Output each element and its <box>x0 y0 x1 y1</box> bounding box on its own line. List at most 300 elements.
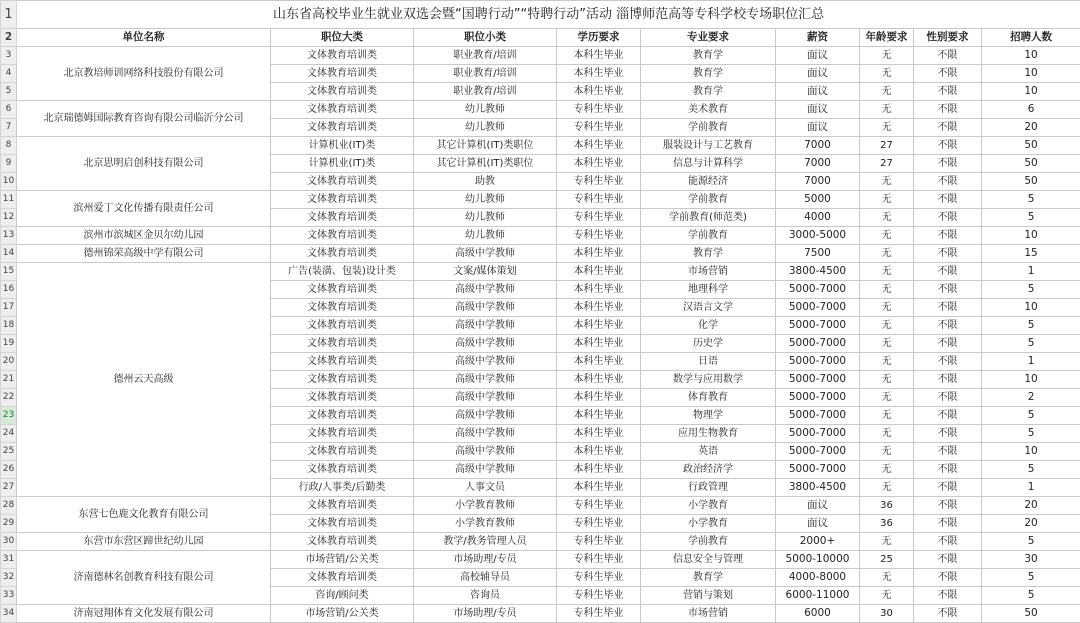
cell[interactable]: 汉语言文学 <box>641 299 776 317</box>
cell[interactable]: 应用生物教育 <box>641 425 776 443</box>
row-number-selected[interactable]: 23 <box>1 407 17 425</box>
row-number[interactable]: 25 <box>1 443 17 461</box>
cell[interactable]: 面议 <box>776 101 860 119</box>
cell[interactable]: 面议 <box>776 119 860 137</box>
header-unit-name[interactable]: 单位名称 <box>17 29 271 47</box>
header-job-subcategory[interactable]: 职位小类 <box>414 29 557 47</box>
cell[interactable]: 高校辅导员 <box>414 569 557 587</box>
header-salary[interactable]: 薪资 <box>776 29 860 47</box>
cell[interactable]: 不限 <box>914 515 982 533</box>
cell[interactable]: 美术教育 <box>641 101 776 119</box>
cell[interactable]: 文案/媒体策划 <box>414 263 557 281</box>
cell[interactable]: 文体教育培训类 <box>271 119 414 137</box>
unit-name-cell[interactable]: 滨州爱丁文化传播有限责任公司 <box>17 191 271 227</box>
cell[interactable]: 不限 <box>914 587 982 605</box>
cell[interactable]: 高级中学教师 <box>414 425 557 443</box>
cell[interactable]: 5 <box>982 587 1080 605</box>
cell[interactable]: 不限 <box>914 407 982 425</box>
unit-name-cell[interactable]: 北京瑞德姆国际教育咨询有限公司临沂分公司 <box>17 101 271 137</box>
cell[interactable]: 行政/人事类/后勤类 <box>271 479 414 497</box>
cell[interactable]: 本科生毕业 <box>557 263 641 281</box>
cell[interactable]: 专科生毕业 <box>557 119 641 137</box>
cell[interactable]: 高级中学教师 <box>414 407 557 425</box>
cell[interactable]: 服装设计与工艺教育 <box>641 137 776 155</box>
cell[interactable]: 文体教育培训类 <box>271 47 414 65</box>
cell[interactable]: 5 <box>982 335 1080 353</box>
cell[interactable]: 本科生毕业 <box>557 137 641 155</box>
cell[interactable]: 不限 <box>914 263 982 281</box>
cell[interactable]: 27 <box>860 155 914 173</box>
cell[interactable]: 文体教育培训类 <box>271 191 414 209</box>
cell[interactable]: 不限 <box>914 137 982 155</box>
cell[interactable]: 无 <box>860 83 914 101</box>
cell[interactable]: 面议 <box>776 65 860 83</box>
row-number[interactable]: 1 <box>1 1 17 29</box>
cell[interactable]: 小学教育 <box>641 497 776 515</box>
cell[interactable]: 7000 <box>776 173 860 191</box>
row-number[interactable]: 19 <box>1 335 17 353</box>
cell[interactable]: 文体教育培训类 <box>271 533 414 551</box>
row-number[interactable]: 9 <box>1 155 17 173</box>
cell[interactable]: 50 <box>982 137 1080 155</box>
cell[interactable]: 不限 <box>914 425 982 443</box>
unit-name-cell[interactable]: 济南德林名创教育科技有限公司 <box>17 551 271 605</box>
cell[interactable]: 6000 <box>776 605 860 623</box>
cell[interactable]: 7000 <box>776 137 860 155</box>
cell[interactable]: 5 <box>982 281 1080 299</box>
cell[interactable]: 不限 <box>914 551 982 569</box>
cell[interactable]: 文体教育培训类 <box>271 497 414 515</box>
cell[interactable]: 不限 <box>914 533 982 551</box>
cell[interactable]: 文体教育培训类 <box>271 335 414 353</box>
cell[interactable]: 不限 <box>914 47 982 65</box>
cell[interactable]: 5000-7000 <box>776 281 860 299</box>
row-number[interactable]: 16 <box>1 281 17 299</box>
row-number[interactable]: 21 <box>1 371 17 389</box>
cell[interactable]: 市场营销/公关类 <box>271 605 414 623</box>
cell[interactable]: 学前教育 <box>641 533 776 551</box>
cell[interactable]: 10 <box>982 299 1080 317</box>
cell[interactable]: 小学教育教师 <box>414 515 557 533</box>
cell[interactable]: 5 <box>982 425 1080 443</box>
cell[interactable]: 无 <box>860 245 914 263</box>
cell[interactable]: 50 <box>982 173 1080 191</box>
cell[interactable]: 学前教育 <box>641 119 776 137</box>
cell[interactable]: 人事文员 <box>414 479 557 497</box>
cell[interactable]: 无 <box>860 461 914 479</box>
cell[interactable]: 专科生毕业 <box>557 533 641 551</box>
cell[interactable]: 无 <box>860 569 914 587</box>
cell[interactable]: 本科生毕业 <box>557 335 641 353</box>
cell[interactable]: 20 <box>982 497 1080 515</box>
header-gender[interactable]: 性别要求 <box>914 29 982 47</box>
row-number[interactable]: 22 <box>1 389 17 407</box>
cell[interactable]: 5 <box>982 407 1080 425</box>
cell[interactable]: 5000-7000 <box>776 407 860 425</box>
cell[interactable]: 市场助理/专员 <box>414 551 557 569</box>
cell[interactable]: 5000-7000 <box>776 335 860 353</box>
cell[interactable]: 5000 <box>776 191 860 209</box>
cell[interactable]: 5 <box>982 191 1080 209</box>
row-number[interactable]: 28 <box>1 497 17 515</box>
cell[interactable]: 不限 <box>914 497 982 515</box>
cell[interactable]: 无 <box>860 173 914 191</box>
row-number[interactable]: 10 <box>1 173 17 191</box>
cell[interactable]: 5000-7000 <box>776 317 860 335</box>
cell[interactable]: 文体教育培训类 <box>271 389 414 407</box>
cell[interactable]: 信息与计算科学 <box>641 155 776 173</box>
cell[interactable]: 市场助理/专员 <box>414 605 557 623</box>
unit-name-cell[interactable]: 德州锦荣高级中学有限公司 <box>17 245 271 263</box>
cell[interactable]: 文体教育培训类 <box>271 281 414 299</box>
cell[interactable]: 本科生毕业 <box>557 245 641 263</box>
cell[interactable]: 5 <box>982 461 1080 479</box>
cell[interactable]: 不限 <box>914 191 982 209</box>
cell[interactable]: 学前教育 <box>641 227 776 245</box>
row-number[interactable]: 34 <box>1 605 17 623</box>
cell[interactable]: 50 <box>982 605 1080 623</box>
row-number[interactable]: 18 <box>1 317 17 335</box>
cell[interactable]: 不限 <box>914 317 982 335</box>
unit-name-cell[interactable]: 东营七色鹿文化教育有限公司 <box>17 497 271 533</box>
row-number[interactable]: 26 <box>1 461 17 479</box>
cell[interactable]: 不限 <box>914 479 982 497</box>
cell[interactable]: 不限 <box>914 605 982 623</box>
cell[interactable]: 5000-7000 <box>776 389 860 407</box>
row-number[interactable]: 11 <box>1 191 17 209</box>
cell[interactable]: 不限 <box>914 299 982 317</box>
header-major[interactable]: 专业要求 <box>641 29 776 47</box>
row-number[interactable]: 6 <box>1 101 17 119</box>
cell[interactable]: 文体教育培训类 <box>271 353 414 371</box>
cell[interactable]: 教育学 <box>641 47 776 65</box>
unit-name-cell[interactable]: 北京思明启创科技有限公司 <box>17 137 271 191</box>
row-number[interactable]: 3 <box>1 47 17 65</box>
cell[interactable]: 营销与策划 <box>641 587 776 605</box>
cell[interactable]: 咨询/顾问类 <box>271 587 414 605</box>
row-number[interactable]: 27 <box>1 479 17 497</box>
cell[interactable]: 不限 <box>914 245 982 263</box>
cell[interactable]: 幼儿教师 <box>414 101 557 119</box>
header-job-category[interactable]: 职位大类 <box>271 29 414 47</box>
cell[interactable]: 信息安全与管理 <box>641 551 776 569</box>
cell[interactable]: 无 <box>860 479 914 497</box>
cell[interactable]: 文体教育培训类 <box>271 227 414 245</box>
cell[interactable]: 5 <box>982 533 1080 551</box>
cell[interactable]: 文体教育培训类 <box>271 569 414 587</box>
cell[interactable]: 高级中学教师 <box>414 245 557 263</box>
cell[interactable]: 不限 <box>914 569 982 587</box>
cell[interactable]: 计算机业(IT)类 <box>271 137 414 155</box>
cell[interactable]: 无 <box>860 533 914 551</box>
cell[interactable]: 化学 <box>641 317 776 335</box>
cell[interactable]: 幼儿教师 <box>414 227 557 245</box>
row-number[interactable]: 13 <box>1 227 17 245</box>
cell[interactable]: 文体教育培训类 <box>271 407 414 425</box>
cell[interactable]: 20 <box>982 515 1080 533</box>
cell[interactable]: 无 <box>860 227 914 245</box>
cell[interactable]: 25 <box>860 551 914 569</box>
cell[interactable]: 5000-7000 <box>776 461 860 479</box>
cell[interactable]: 不限 <box>914 119 982 137</box>
cell[interactable]: 专科生毕业 <box>557 551 641 569</box>
cell[interactable]: 教育学 <box>641 245 776 263</box>
cell[interactable]: 5000-7000 <box>776 371 860 389</box>
cell[interactable]: 职业教育/培训 <box>414 47 557 65</box>
cell[interactable]: 10 <box>982 65 1080 83</box>
cell[interactable]: 专科生毕业 <box>557 191 641 209</box>
cell[interactable]: 专科生毕业 <box>557 227 641 245</box>
row-number[interactable]: 8 <box>1 137 17 155</box>
cell[interactable]: 5000-7000 <box>776 425 860 443</box>
cell[interactable]: 无 <box>860 191 914 209</box>
cell[interactable]: 50 <box>982 155 1080 173</box>
cell[interactable]: 体育教育 <box>641 389 776 407</box>
cell[interactable]: 2000+ <box>776 533 860 551</box>
header-headcount[interactable]: 招聘人数 <box>982 29 1080 47</box>
cell[interactable]: 无 <box>860 443 914 461</box>
cell[interactable]: 文体教育培训类 <box>271 299 414 317</box>
cell[interactable]: 7000 <box>776 155 860 173</box>
row-number[interactable]: 32 <box>1 569 17 587</box>
cell[interactable]: 计算机业(IT)类 <box>271 155 414 173</box>
cell[interactable]: 6000-11000 <box>776 587 860 605</box>
cell[interactable]: 5000-7000 <box>776 443 860 461</box>
cell[interactable]: 本科生毕业 <box>557 353 641 371</box>
unit-name-cell[interactable]: 北京教培师训网络科技股份有限公司 <box>17 47 271 101</box>
cell[interactable]: 地理科学 <box>641 281 776 299</box>
cell[interactable]: 文体教育培训类 <box>271 461 414 479</box>
cell[interactable]: 本科生毕业 <box>557 317 641 335</box>
cell[interactable]: 文体教育培训类 <box>271 173 414 191</box>
cell[interactable]: 不限 <box>914 371 982 389</box>
cell[interactable]: 10 <box>982 83 1080 101</box>
cell[interactable]: 不限 <box>914 209 982 227</box>
cell[interactable]: 专科生毕业 <box>557 515 641 533</box>
row-number[interactable]: 14 <box>1 245 17 263</box>
cell[interactable]: 高级中学教师 <box>414 389 557 407</box>
cell[interactable]: 面议 <box>776 83 860 101</box>
cell[interactable]: 2 <box>982 389 1080 407</box>
cell[interactable]: 能源经济 <box>641 173 776 191</box>
row-number[interactable]: 20 <box>1 353 17 371</box>
cell[interactable]: 6 <box>982 101 1080 119</box>
cell[interactable]: 助教 <box>414 173 557 191</box>
cell[interactable]: 文体教育培训类 <box>271 443 414 461</box>
cell[interactable]: 5000-7000 <box>776 353 860 371</box>
cell[interactable]: 不限 <box>914 353 982 371</box>
cell[interactable]: 无 <box>860 335 914 353</box>
cell[interactable]: 27 <box>860 137 914 155</box>
cell[interactable]: 本科生毕业 <box>557 443 641 461</box>
cell[interactable]: 无 <box>860 317 914 335</box>
cell[interactable]: 无 <box>860 407 914 425</box>
cell[interactable]: 无 <box>860 263 914 281</box>
cell[interactable]: 专科生毕业 <box>557 209 641 227</box>
cell[interactable]: 4000-8000 <box>776 569 860 587</box>
cell[interactable]: 其它计算机(IT)类职位 <box>414 155 557 173</box>
cell[interactable]: 高级中学教师 <box>414 299 557 317</box>
cell[interactable]: 不限 <box>914 65 982 83</box>
cell[interactable]: 不限 <box>914 101 982 119</box>
row-number[interactable]: 33 <box>1 587 17 605</box>
cell[interactable]: 本科生毕业 <box>557 281 641 299</box>
cell[interactable]: 不限 <box>914 443 982 461</box>
unit-name-cell[interactable]: 滨州市滨城区金贝尔幼儿园 <box>17 227 271 245</box>
cell[interactable]: 10 <box>982 443 1080 461</box>
header-education[interactable]: 学历要求 <box>557 29 641 47</box>
cell[interactable]: 5 <box>982 317 1080 335</box>
cell[interactable]: 无 <box>860 299 914 317</box>
cell[interactable]: 文体教育培训类 <box>271 317 414 335</box>
cell[interactable]: 高级中学教师 <box>414 335 557 353</box>
cell[interactable]: 3800-4500 <box>776 479 860 497</box>
cell[interactable]: 小学教育 <box>641 515 776 533</box>
cell[interactable]: 本科生毕业 <box>557 407 641 425</box>
cell[interactable]: 行政管理 <box>641 479 776 497</box>
cell[interactable]: 不限 <box>914 155 982 173</box>
cell[interactable]: 本科生毕业 <box>557 155 641 173</box>
cell[interactable]: 历史学 <box>641 335 776 353</box>
cell[interactable]: 5 <box>982 569 1080 587</box>
cell[interactable]: 30 <box>860 605 914 623</box>
cell[interactable]: 政治经济学 <box>641 461 776 479</box>
cell[interactable]: 高级中学教师 <box>414 443 557 461</box>
unit-name-cell[interactable]: 济南冠翔体育文化发展有限公司 <box>17 605 271 623</box>
cell[interactable]: 市场营销 <box>641 605 776 623</box>
cell[interactable]: 幼儿教师 <box>414 119 557 137</box>
cell[interactable]: 5000-10000 <box>776 551 860 569</box>
cell[interactable]: 学前教育(师范类) <box>641 209 776 227</box>
cell[interactable]: 30 <box>982 551 1080 569</box>
unit-name-cell[interactable]: 德州云天高级 <box>17 263 271 497</box>
cell[interactable]: 不限 <box>914 173 982 191</box>
cell[interactable]: 文体教育培训类 <box>271 83 414 101</box>
cell[interactable]: 无 <box>860 65 914 83</box>
cell[interactable]: 专科生毕业 <box>557 605 641 623</box>
cell[interactable]: 无 <box>860 587 914 605</box>
cell[interactable]: 10 <box>982 371 1080 389</box>
cell[interactable]: 10 <box>982 47 1080 65</box>
header-age[interactable]: 年龄要求 <box>860 29 914 47</box>
cell[interactable]: 本科生毕业 <box>557 425 641 443</box>
cell[interactable]: 职业教育/培训 <box>414 83 557 101</box>
cell[interactable]: 专科生毕业 <box>557 101 641 119</box>
row-number[interactable]: 4 <box>1 65 17 83</box>
cell[interactable]: 市场营销/公关类 <box>271 551 414 569</box>
cell[interactable]: 1 <box>982 479 1080 497</box>
row-number[interactable]: 29 <box>1 515 17 533</box>
cell[interactable]: 面议 <box>776 515 860 533</box>
cell[interactable]: 无 <box>860 101 914 119</box>
cell[interactable]: 高级中学教师 <box>414 281 557 299</box>
cell[interactable]: 20 <box>982 119 1080 137</box>
cell[interactable]: 无 <box>860 389 914 407</box>
cell[interactable]: 英语 <box>641 443 776 461</box>
cell[interactable]: 无 <box>860 47 914 65</box>
cell[interactable]: 教学/教务管理人员 <box>414 533 557 551</box>
cell[interactable]: 幼儿教师 <box>414 209 557 227</box>
cell[interactable]: 文体教育培训类 <box>271 245 414 263</box>
cell[interactable]: 10 <box>982 227 1080 245</box>
cell[interactable]: 无 <box>860 371 914 389</box>
cell[interactable]: 不限 <box>914 227 982 245</box>
row-number[interactable]: 30 <box>1 533 17 551</box>
cell[interactable]: 文体教育培训类 <box>271 209 414 227</box>
cell[interactable]: 文体教育培训类 <box>271 101 414 119</box>
cell[interactable]: 日语 <box>641 353 776 371</box>
cell[interactable]: 本科生毕业 <box>557 65 641 83</box>
cell[interactable]: 本科生毕业 <box>557 389 641 407</box>
cell[interactable]: 教育学 <box>641 83 776 101</box>
cell[interactable]: 数学与应用数学 <box>641 371 776 389</box>
cell[interactable]: 1 <box>982 353 1080 371</box>
cell[interactable]: 教育学 <box>641 65 776 83</box>
cell[interactable]: 高级中学教师 <box>414 353 557 371</box>
cell[interactable]: 无 <box>860 425 914 443</box>
cell[interactable]: 文体教育培训类 <box>271 65 414 83</box>
cell[interactable]: 高级中学教师 <box>414 317 557 335</box>
row-number[interactable]: 2 <box>1 29 17 47</box>
cell[interactable]: 4000 <box>776 209 860 227</box>
cell[interactable]: 不限 <box>914 83 982 101</box>
row-number[interactable]: 12 <box>1 209 17 227</box>
cell[interactable]: 其它计算机(IT)类职位 <box>414 137 557 155</box>
cell[interactable]: 文体教育培训类 <box>271 515 414 533</box>
row-number[interactable]: 24 <box>1 425 17 443</box>
cell[interactable]: 本科生毕业 <box>557 83 641 101</box>
cell[interactable]: 36 <box>860 497 914 515</box>
cell[interactable]: 高级中学教师 <box>414 371 557 389</box>
cell[interactable]: 面议 <box>776 497 860 515</box>
cell[interactable]: 36 <box>860 515 914 533</box>
cell[interactable]: 幼儿教师 <box>414 191 557 209</box>
cell[interactable]: 1 <box>982 263 1080 281</box>
cell[interactable]: 无 <box>860 281 914 299</box>
row-number[interactable]: 5 <box>1 83 17 101</box>
cell[interactable]: 面议 <box>776 47 860 65</box>
cell[interactable]: 高级中学教师 <box>414 461 557 479</box>
cell[interactable]: 无 <box>860 119 914 137</box>
cell[interactable]: 专科生毕业 <box>557 569 641 587</box>
cell[interactable]: 5000-7000 <box>776 299 860 317</box>
cell[interactable]: 3800-4500 <box>776 263 860 281</box>
cell[interactable]: 学前教育 <box>641 191 776 209</box>
cell[interactable]: 教育学 <box>641 569 776 587</box>
row-number[interactable]: 15 <box>1 263 17 281</box>
cell[interactable]: 物理学 <box>641 407 776 425</box>
cell[interactable]: 3000-5000 <box>776 227 860 245</box>
row-number[interactable]: 17 <box>1 299 17 317</box>
cell[interactable]: 咨询员 <box>414 587 557 605</box>
cell[interactable]: 无 <box>860 353 914 371</box>
row-number[interactable]: 31 <box>1 551 17 569</box>
cell[interactable]: 市场营销 <box>641 263 776 281</box>
cell[interactable]: 文体教育培训类 <box>271 371 414 389</box>
cell[interactable]: 文体教育培训类 <box>271 425 414 443</box>
cell[interactable]: 专科生毕业 <box>557 497 641 515</box>
cell[interactable]: 本科生毕业 <box>557 371 641 389</box>
cell[interactable]: 不限 <box>914 461 982 479</box>
row-number[interactable]: 7 <box>1 119 17 137</box>
cell[interactable]: 本科生毕业 <box>557 47 641 65</box>
cell[interactable]: 不限 <box>914 389 982 407</box>
cell[interactable]: 本科生毕业 <box>557 299 641 317</box>
sheet-title[interactable]: 山东省高校毕业生就业双选会暨“国聘行动”“特聘行动”活动 淄博师范高等专科学校专场职位汇总 <box>17 1 1080 29</box>
cell[interactable]: 本科生毕业 <box>557 461 641 479</box>
cell[interactable]: 不限 <box>914 335 982 353</box>
cell[interactable]: 不限 <box>914 281 982 299</box>
